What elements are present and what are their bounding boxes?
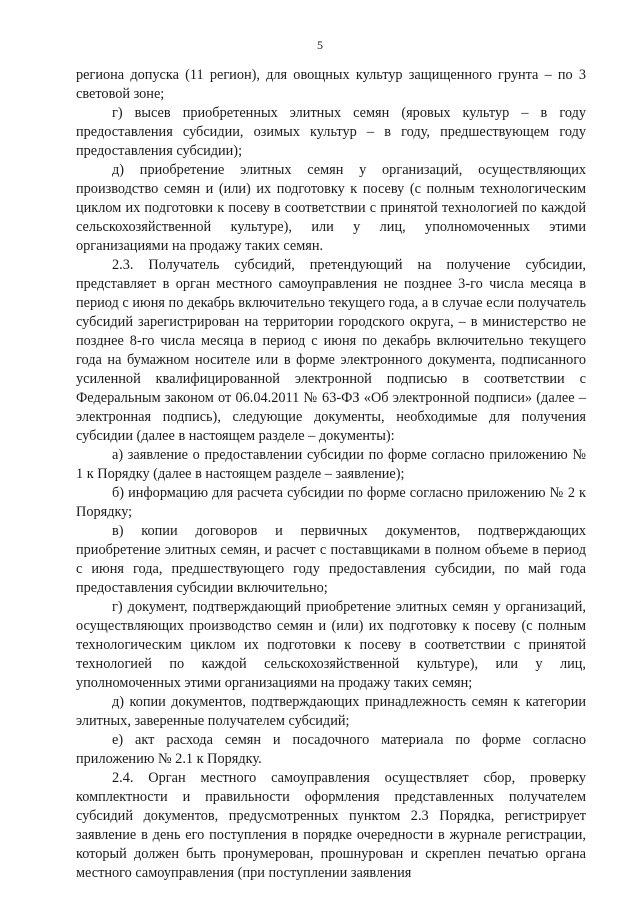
paragraph-item-a: а) заявление о предоставлении субсидии по форме согласно приложению № 1 к Порядку (далее в настоящем разделе – заявление); [76,447,586,482]
paragraph-item-d2: д) копии документов, подтверждающих принадлежность семян к категории элитных, заверенные получателем субсидий; [76,694,586,729]
paragraph-item-d: д) приобретение элитных семян у организаций, осуществляющих производство семян и (или) их подготовку к посеву (с полным технологическим циклом их подготовки к посеву в соответствии с принятой технологией по каждой сельскохозяйственной культуре), или у лиц, уполномоченных этими организациями на продажу таких семян. [76,162,586,254]
paragraph-item-g: г) высев приобретенных элитных семян (яровых культур – в году предоставления субсидии, озимых культур – в году, предшествующем году предоставления субсидии); [76,105,586,159]
paragraph-item-v: в) копии договоров и первичных документов, подтверждающих приобретение элитных семян, и расчет с поставщиками в полном объеме в период с июня года, предшествующего году предоставления субсидии, по май года предоставления субсидии включительно; [76,523,586,596]
paragraph-2-4: 2.4. Орган местного самоуправления осуществляет сбор, проверку комплектности и правильности оформления представленных получателем субсидий документов, предусмотренных пунктом 2.3 Порядка, регистрирует заявление в день его поступления в порядке очередности в журнале регистрации, который должен быть пронумерован, прошнурован и скреплен печатью органа местного самоуправления (при поступлении заявления [76,770,586,881]
page-number: 5 [317,38,323,52]
paragraph-item-e: е) акт расхода семян и посадочного материала по форме согласно приложению № 2.1 к Порядку. [76,732,586,767]
paragraph-2-3: 2.3. Получатель субсидий, претендующий на получение субсидии, представляет в орган местного самоуправления не позднее 3-го числа месяца в период с июня по декабрь включительно текущего года, а в случае если получатель субсидий зарегистрирован на территории городского округа, – в министерство не позднее 8-го числа месяца в период с июня по декабрь включительно текущего года на бумажном носителе или в форме электронного документа, подписанного усиленной квалифицированной электронной подписью в соответствии с Федеральным законом от 06.04.2011 № 63-ФЗ «Об электронной подписи» (далее – электронная подпись), следующие документы, необходимые для получения субсидии (далее в настоящем разделе – документы): [76,257,586,444]
paragraph-continuation: региона допуска (11 регион), для овощных культур защищенного грунта – по 3 световой зоне; [76,67,586,102]
paragraph-item-g2: г) документ, подтверждающий приобретение элитных семян у организаций, осуществляющих производство семян и (или) их подготовку к посеву (с полным технологическим циклом их подготовки к посеву в соответствии с принятой технологией по каждой сельскохозяйственной культуре), или у лиц, уполномоченных этими организациями на продажу таких семян; [76,599,586,691]
document-body [76,66,586,883]
paragraph-item-b: б) информацию для расчета субсидии по форме согласно приложению № 2 к Порядку; [76,485,586,520]
